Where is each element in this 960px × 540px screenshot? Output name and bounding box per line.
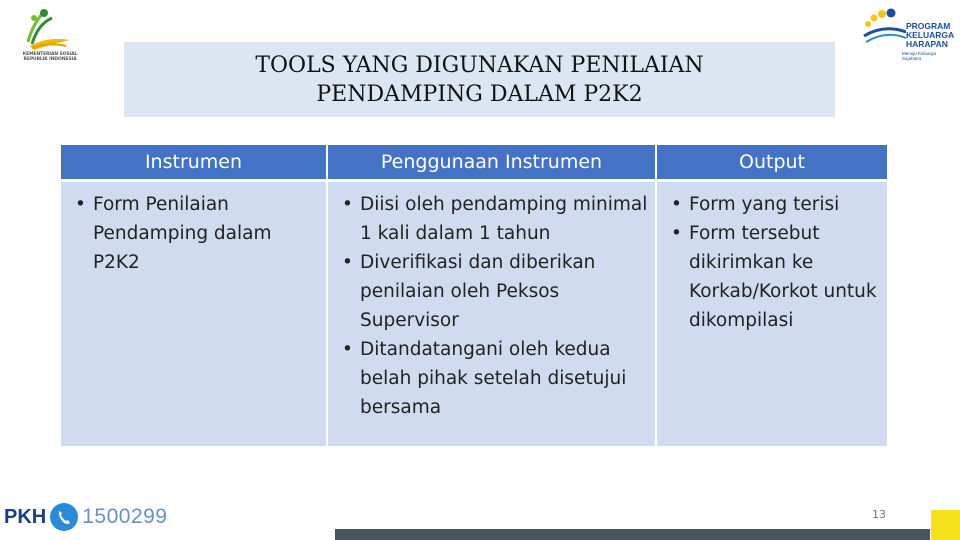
list-item: • Form Penilaian Pendamping dalam P2K2	[67, 190, 320, 277]
footer-hotline-logo	[0, 496, 180, 538]
title-box	[124, 42, 835, 117]
footer-bar	[335, 529, 930, 540]
list-item: • Diisi oleh pendamping minimal 1 kali dalam 1 tahun	[334, 190, 649, 248]
cell-penggunaan	[327, 181, 656, 447]
ministry-logo	[8, 4, 88, 62]
list-item: • Ditandatangani oleh kedua belah pihak setelah disetujui bersama	[334, 335, 649, 422]
table-row	[61, 181, 887, 447]
list-item: • Form yang terisi	[663, 190, 881, 219]
footer-accent-block	[931, 510, 960, 540]
header-instrumen: Instrumen	[61, 145, 327, 181]
header-output: Output	[656, 145, 887, 181]
table-header-row	[61, 145, 887, 181]
header-penggunaan: Penggunaan Instrumen	[327, 145, 656, 181]
program-logo-name: PROGRAM KELUARGA HARAPAN	[906, 21, 955, 49]
list-item: • Diverifikasi dan diberikan penilaian oleh Peksos Supervisor	[334, 248, 649, 335]
tools-table	[61, 145, 887, 446]
footer-brand: PKH	[4, 505, 47, 528]
cell-output	[656, 181, 887, 447]
cell-instrumen	[61, 181, 327, 447]
ministry-logo-text: KEMENTERIAN SOSIAL REPUBLIK INDONESIA	[22, 52, 78, 62]
ministry-emblem-icon	[8, 4, 88, 52]
page-number: 13	[872, 508, 886, 521]
program-emblem-icon	[860, 6, 906, 46]
program-logo	[860, 6, 956, 64]
phone-icon	[50, 503, 78, 531]
slide-title: TOOLS YANG DIGUNAKAN PENILAIAN PENDAMPING DALAM P2K2	[255, 52, 704, 107]
list-item: • Form tersebut dikirimkan ke Korkab/Korkot untuk dikompilasi	[663, 219, 881, 335]
program-logo-tagline: Menuju Keluarga Sejahtera	[902, 51, 937, 61]
hotline-number: 1500299	[82, 505, 168, 528]
